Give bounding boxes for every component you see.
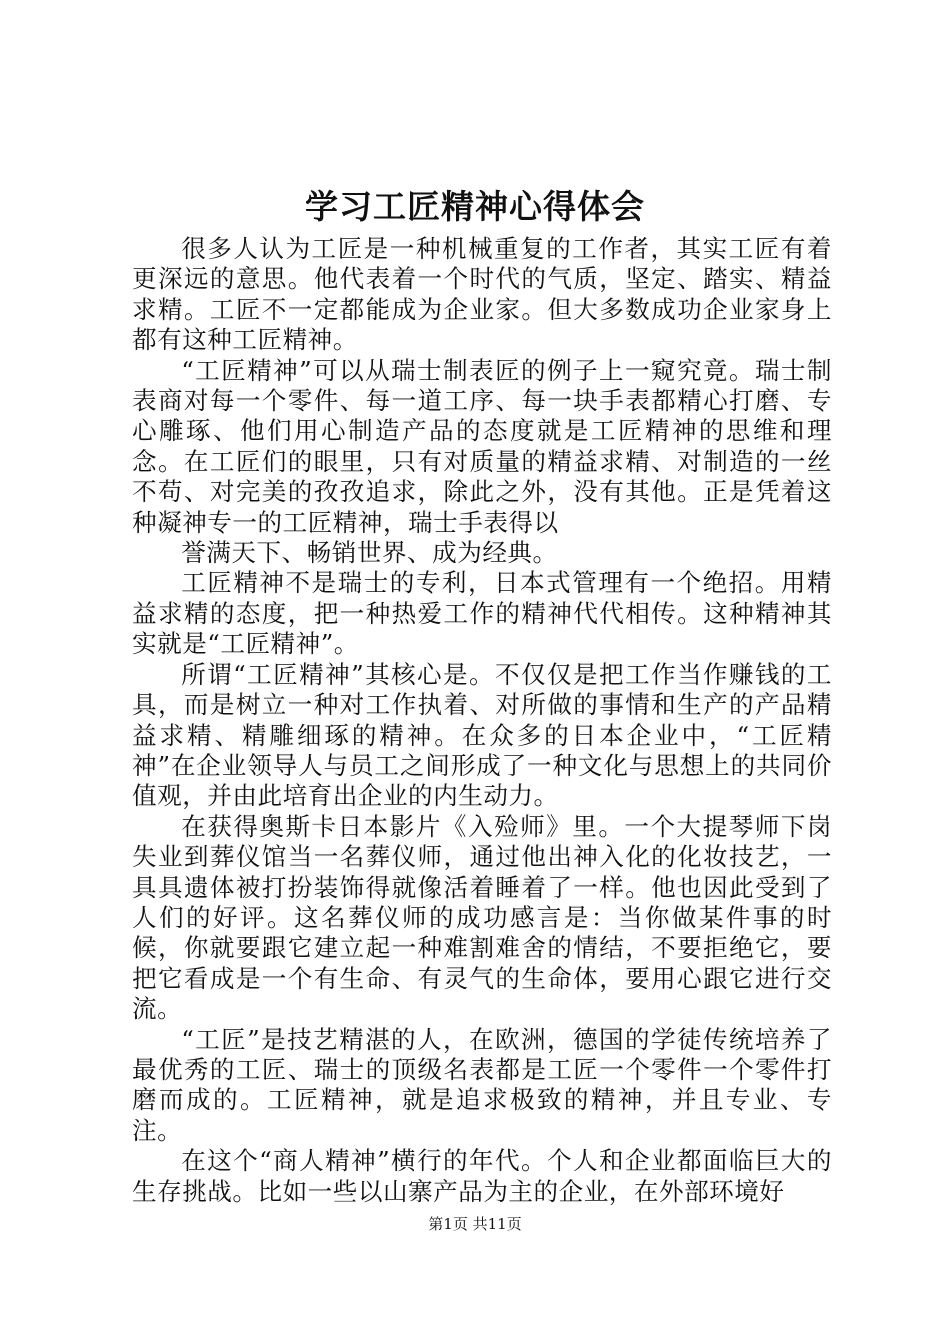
document-body: [132, 234, 832, 1207]
paragraph: 所谓“工匠精神”其核心是。不仅仅是把工作当作赚钱的工具，而是树立一种对工作执着、对所做的事情和生产的产品精益求精、精雕细琢的精神。在众多的日本企业中，“工匠精神”在企业领导人与员工之间形成了一种文化与思想上的共同价值观，并由此培育出企业的内生动力。: [132, 659, 832, 811]
page-number-footer: 第1页 共11页: [428, 1215, 522, 1233]
paragraph: 誉满天下、畅销世界、成为经典。: [181, 538, 558, 568]
paragraph: 在获得奥斯卡日本影片《入殓师》里。一个大提琴师下岗失业到葬仪馆当一名葬仪师，通过他出神入化的化妆技艺，一具具遗体被打扮装饰得就像活着睡着了一样。他也因此受到了人们的好评。这名葬仪师的成功感言是：当你做某件事的时候，你就要跟它建立起一种难割难舍的情结，不要拒绝它，要把它看成是一个有生命、有灵气的生命体，要用心跟它进行交流。: [132, 811, 832, 1024]
document-title: 学习工匠精神心得体会: [305, 187, 645, 226]
paragraph: “工匠精神”可以从瑞士制表匠的例子上一窥究竟。瑞士制表商对每一个零件、每一道工序、每一块手表都精心打磨、专心雕琢、他们用心制造产品的态度就是工匠精神的思维和理念。在工匠们的眼里，只有对质量的精益求精、对制造的一丝不苟、对完美的孜孜追求，除此之外，没有其他。正是凭着这种凝神专一的工匠精神，瑞士手表得以: [132, 355, 832, 537]
paragraph: 很多人认为工匠是一种机械重复的工作者，其实工匠有着更深远的意思。他代表着一个时代的气质，坚定、踏实、精益求精。工匠不一定都能成为企业家。但大多数成功企业家身上都有这种工匠精神。: [132, 234, 832, 355]
paragraph: 工匠精神不是瑞士的专利，日本式管理有一个绝招。用精益求精的态度，把一种热爱工作的精神代代相传。这种精神其实就是“工匠精神”。: [132, 568, 832, 659]
paragraph: “工匠”是技艺精湛的人，在欧洲，德国的学徒传统培养了最优秀的工匠、瑞士的顶级名表都是工匠一个零件一个零件打磨而成的。工匠精神，就是追求极致的精神，并且专业、专注。: [132, 1024, 832, 1145]
paragraph: 在这个“商人精神”横行的年代。个人和企业都面临巨大的生存挑战。比如一些以山寨产品为主的企业，在外部环境好: [132, 1146, 832, 1206]
